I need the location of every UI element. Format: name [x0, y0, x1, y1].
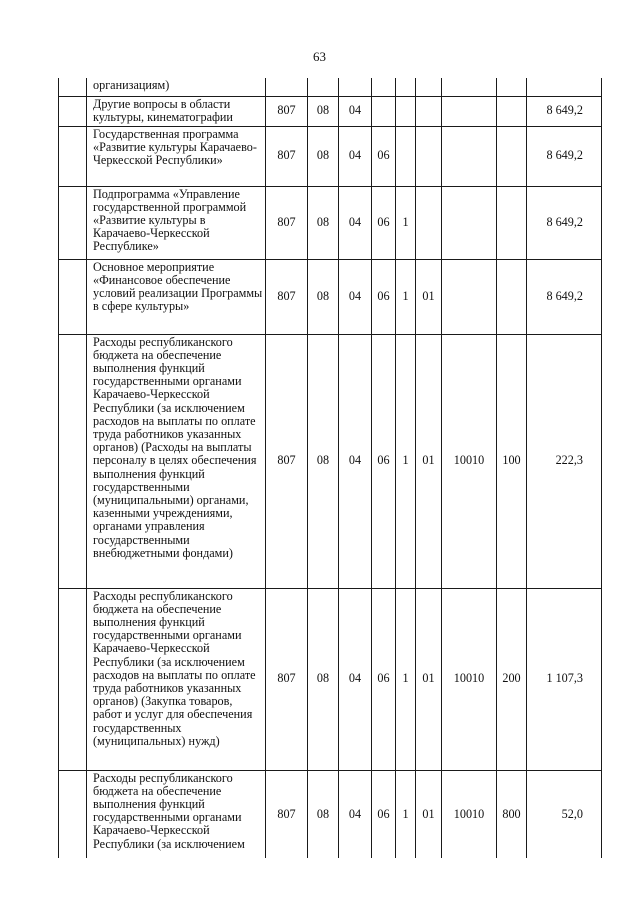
expense-type-cell [497, 78, 527, 96]
amount-cell: 222,3 [527, 334, 602, 588]
subsection-code-cell: 04 [339, 259, 372, 334]
expense-type-cell [497, 96, 527, 126]
subsection-code-cell: 04 [339, 588, 372, 770]
item-name-cell: Подпрограмма «Управление государственной программой «Развитие культуры в Карачаево-Черкесской Республике» [87, 186, 266, 259]
subsection-code-cell: 04 [339, 770, 372, 858]
section-code-cell: 08 [308, 126, 339, 186]
section-code-cell [308, 78, 339, 96]
table-row [59, 126, 602, 186]
subprogram-code-cell [396, 78, 416, 96]
item-name-cell: Государственная программа «Развитие культуры Карачаево-Черкесской Республики» [87, 126, 266, 186]
indent-cell [59, 588, 87, 770]
table-row [59, 770, 602, 858]
table-row [59, 96, 602, 126]
indent-cell [59, 96, 87, 126]
ministry-code-cell: 807 [266, 186, 308, 259]
ministry-code-cell: 807 [266, 770, 308, 858]
ministry-code-cell: 807 [266, 259, 308, 334]
table-row [59, 334, 602, 588]
expense-type-cell: 800 [497, 770, 527, 858]
indent-cell [59, 78, 87, 96]
expense-type-cell [497, 259, 527, 334]
direction-code-cell [442, 126, 497, 186]
amount-cell [527, 78, 602, 96]
indent-cell [59, 334, 87, 588]
item-name-cell: Расходы республиканского бюджета на обеспечение выполнения функций государственными органами Карачаево-Черкесской Республики (за исключением расходов на выплаты по оплате труда работников указанных органов) (Закупка товаров, работ и услуг для обеспечения государственных (муниципальных) нужд) [87, 588, 266, 770]
event-code-cell [416, 186, 442, 259]
event-code-cell [416, 78, 442, 96]
event-code-cell: 01 [416, 588, 442, 770]
ministry-code-cell: 807 [266, 334, 308, 588]
page-number: 63 [313, 49, 326, 64]
amount-cell: 8 649,2 [527, 186, 602, 259]
subprogram-code-cell: 1 [396, 770, 416, 858]
table-row [59, 259, 602, 334]
budget-table [58, 78, 602, 858]
direction-code-cell: 10010 [442, 334, 497, 588]
event-code-cell: 01 [416, 334, 442, 588]
subsection-code-cell: 04 [339, 334, 372, 588]
program-code-cell: 06 [372, 334, 396, 588]
program-code-cell [372, 96, 396, 126]
section-code-cell: 08 [308, 770, 339, 858]
expense-type-cell [497, 186, 527, 259]
direction-code-cell [442, 259, 497, 334]
subsection-code-cell: 04 [339, 126, 372, 186]
subprogram-code-cell [396, 96, 416, 126]
subprogram-code-cell: 1 [396, 334, 416, 588]
amount-cell: 8 649,2 [527, 259, 602, 334]
amount-cell: 8 649,2 [527, 126, 602, 186]
item-name-cell: Расходы республиканского бюджета на обеспечение выполнения функций государственными органами Карачаево-Черкесской Республики (за исключением расходов на выплаты по оплате труда работников указанных органов) (Расходы на выплаты персоналу в целях обеспечения выполнения функций государственными (муниципальными) органами, казенными учреждениями, органами управления государственными внебюджетными фондами) [87, 334, 266, 588]
event-code-cell [416, 96, 442, 126]
ministry-code-cell: 807 [266, 588, 308, 770]
direction-code-cell: 10010 [442, 588, 497, 770]
indent-cell [59, 126, 87, 186]
subprogram-code-cell [396, 126, 416, 186]
direction-code-cell [442, 96, 497, 126]
indent-cell [59, 186, 87, 259]
section-code-cell: 08 [308, 259, 339, 334]
subprogram-code-cell: 1 [396, 588, 416, 770]
section-code-cell: 08 [308, 96, 339, 126]
table-row [59, 588, 602, 770]
program-code-cell: 06 [372, 126, 396, 186]
table-body [59, 78, 602, 858]
indent-cell [59, 259, 87, 334]
program-code-cell [372, 78, 396, 96]
indent-cell [59, 770, 87, 858]
ministry-code-cell [266, 78, 308, 96]
subsection-code-cell: 04 [339, 186, 372, 259]
program-code-cell: 06 [372, 770, 396, 858]
subprogram-code-cell: 1 [396, 186, 416, 259]
program-code-cell: 06 [372, 259, 396, 334]
table-row [59, 78, 602, 96]
program-code-cell: 06 [372, 588, 396, 770]
section-code-cell: 08 [308, 334, 339, 588]
ministry-code-cell: 807 [266, 96, 308, 126]
event-code-cell: 01 [416, 259, 442, 334]
item-name-cell: Другие вопросы в области культуры, кинематографии [87, 96, 266, 126]
item-name-cell: организациям) [87, 78, 266, 96]
subsection-code-cell [339, 78, 372, 96]
event-code-cell [416, 126, 442, 186]
expense-type-cell: 100 [497, 334, 527, 588]
expense-type-cell [497, 126, 527, 186]
item-name-cell: Расходы республиканского бюджета на обеспечение выполнения функций государственными органами Карачаево-Черкесской Республики (за исключением [87, 770, 266, 858]
subsection-code-cell: 04 [339, 96, 372, 126]
section-code-cell: 08 [308, 186, 339, 259]
program-code-cell: 06 [372, 186, 396, 259]
amount-cell: 1 107,3 [527, 588, 602, 770]
amount-cell: 52,0 [527, 770, 602, 858]
direction-code-cell [442, 186, 497, 259]
section-code-cell: 08 [308, 588, 339, 770]
direction-code-cell: 10010 [442, 770, 497, 858]
event-code-cell: 01 [416, 770, 442, 858]
ministry-code-cell: 807 [266, 126, 308, 186]
item-name-cell: Основное мероприятие «Финансовое обеспечение условий реализации Программы в сфере культуры» [87, 259, 266, 334]
subprogram-code-cell: 1 [396, 259, 416, 334]
amount-cell: 8 649,2 [527, 96, 602, 126]
table-row [59, 186, 602, 259]
direction-code-cell [442, 78, 497, 96]
expense-type-cell: 200 [497, 588, 527, 770]
